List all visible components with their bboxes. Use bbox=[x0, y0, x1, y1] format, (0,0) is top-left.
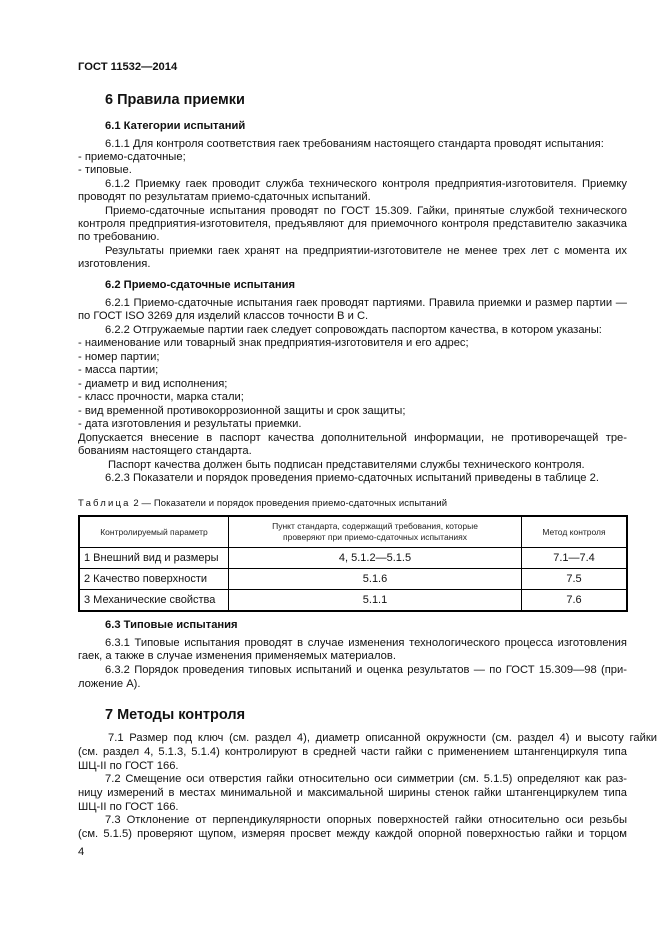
table-cell: 5.1.1 bbox=[229, 590, 522, 612]
table-cell: 5.1.6 bbox=[229, 569, 522, 590]
column-header: Контролируемый параметр bbox=[79, 516, 229, 548]
paragraph-line: (см. раздел 4, 5.1.3, 5.1.4) контролируют в средней части гайки с применением штангенциркуля типа bbox=[78, 746, 627, 758]
column-header: Пункт стандарта, содержащий требования, которые проверяют при приемо-сдаточных испытаниях bbox=[229, 516, 522, 548]
paragraph-line: ШЦ-II по ГОСТ 166. bbox=[78, 801, 179, 813]
paragraph-line: 6.3.1 Типовые испытания проводят в случае изменения технологического процесса изготовления bbox=[105, 637, 627, 649]
paragraph-line: Допускается внесение в паспорт качества дополнительной информации, не противоречащей тре- bbox=[78, 432, 627, 444]
table-row bbox=[79, 569, 627, 590]
list-item: - класс прочности, марка стали; bbox=[78, 391, 244, 403]
paragraph-line: Паспорт качества должен быть подписан представителями службы технического контроля. bbox=[108, 459, 585, 471]
list-item: - масса партии; bbox=[78, 364, 159, 376]
paragraph-line: (см. 5.1.5) проверяют щупом, измеряя просвет между каждой опорной поверхностью гайки и торцом bbox=[78, 828, 627, 840]
table-cell: 3 Механические свойства bbox=[79, 590, 229, 612]
table-row bbox=[79, 590, 627, 612]
paragraph-line: проводят по результатам приемо-сдаточных испытаний. bbox=[78, 191, 371, 203]
list-item: - номер партии; bbox=[78, 351, 160, 363]
table-cell: 7.5 bbox=[522, 569, 628, 590]
table-caption bbox=[78, 497, 627, 510]
paragraph-line: 6.2.1 Приемо-сдаточные испытания гаек проводят партиями. Правила приемки и размер партии — bbox=[105, 297, 627, 309]
list-item: - диаметр и вид исполнения; bbox=[78, 378, 228, 390]
paragraph-line: по требованию. bbox=[78, 231, 160, 243]
acceptance-tests-table bbox=[78, 515, 628, 612]
paragraph-line: Приемо-сдаточные испытания проводят по ГОСТ 15.309. Гайки, принятые службой технического bbox=[105, 205, 627, 217]
table-header-row bbox=[79, 516, 627, 548]
paragraph-line: 7.2 Смещение оси отверстия гайки относительно оси симметрии (см. 5.1.5) определяют как раз- bbox=[105, 773, 627, 785]
table-cell: 4, 5.1.2—5.1.5 bbox=[229, 548, 522, 569]
list-item: - наименование или товарный знак предприятия-изготовителя и его адрес; bbox=[78, 337, 469, 349]
paragraph-line: 6.1.2 Приемку гаек проводит служба технического контроля предприятия-изготовителя. Приемку bbox=[105, 178, 627, 190]
paragraph-line: Результаты приемки гаек хранят на предприятии-изготовителе не менее трех лет с момента их bbox=[105, 245, 627, 257]
paragraph-line: 6.2.2 Отгружаемые партии гаек следует сопровождать паспортом качества, в котором указаны: bbox=[105, 324, 602, 336]
section-title: 7 Методы контроля bbox=[105, 707, 246, 723]
paragraph-line: 7.3 Отклонение от перпендикулярности опорных поверхностей гайки относительно оси резьбы bbox=[105, 814, 627, 826]
paragraph-line: ложение А). bbox=[78, 678, 141, 690]
paragraph-line: изготовления. bbox=[78, 258, 151, 270]
paragraph-line: бованиям настоящего стандарта. bbox=[78, 445, 252, 457]
page-number: 4 bbox=[78, 846, 85, 858]
paragraph-line: ШЦ-II по ГОСТ 166. bbox=[78, 760, 179, 772]
paragraph-line: 6.1.1 Для контроля соответствия гаек требованиям настоящего стандарта проводят испытания: bbox=[105, 138, 604, 150]
subsection-title: 6.3 Типовые испытания bbox=[105, 619, 238, 631]
subsection-title: 6.1 Категории испытаний bbox=[105, 120, 246, 132]
list-item: - дата изготовления и результаты приемки. bbox=[78, 418, 302, 430]
paragraph-line: 7.1 Размер под ключ (см. раздел 4), диаметр описанной окружности (см. раздел 4) и высоту гайки bbox=[108, 732, 657, 744]
paragraph-line: гаек, а также в случае изменения применяемых материалов. bbox=[78, 650, 396, 662]
paragraph-line: 6.3.2 Порядок проведения типовых испытаний и оценка результатов — по ГОСТ 15.309—98 (при- bbox=[105, 664, 627, 676]
paragraph-line: ницу измерений в местах минимальной и максимальной ширины стенок гайки штангенциркулем типа bbox=[78, 787, 627, 799]
table-cell: 7.1—7.4 bbox=[522, 548, 628, 569]
list-item: - типовые. bbox=[78, 164, 132, 176]
table-caption-label: Таблица bbox=[78, 498, 131, 509]
list-item: - приемо-сдаточные; bbox=[78, 151, 186, 163]
subsection-title: 6.2 Приемо-сдаточные испытания bbox=[105, 279, 296, 291]
table-row bbox=[79, 548, 627, 569]
column-header: Метод контроля bbox=[522, 516, 628, 548]
table-caption-text: 2 — Показатели и порядок проведения приемо-сдаточных испытаний bbox=[133, 498, 448, 509]
document-header: ГОСТ 11532—2014 bbox=[78, 61, 178, 73]
list-item: - вид временной противокоррозионной защиты и срок защиты; bbox=[78, 405, 406, 417]
table-cell: 7.6 bbox=[522, 590, 628, 612]
paragraph-line: по ГОСТ ISO 3269 для изделий классов точности В и С. bbox=[78, 310, 369, 322]
paragraph-line: 6.2.3 Показатели и порядок проведения приемо-сдаточных испытаний приведены в таблице 2. bbox=[105, 472, 599, 484]
table-cell: 1 Внешний вид и размеры bbox=[79, 548, 229, 569]
paragraph-line: контроля предприятия-изготовителя, предъявляют для приемочного контроля представителю заказчика bbox=[78, 218, 627, 230]
section-title: 6 Правила приемки bbox=[105, 92, 245, 108]
table-cell: 2 Качество поверхности bbox=[79, 569, 229, 590]
